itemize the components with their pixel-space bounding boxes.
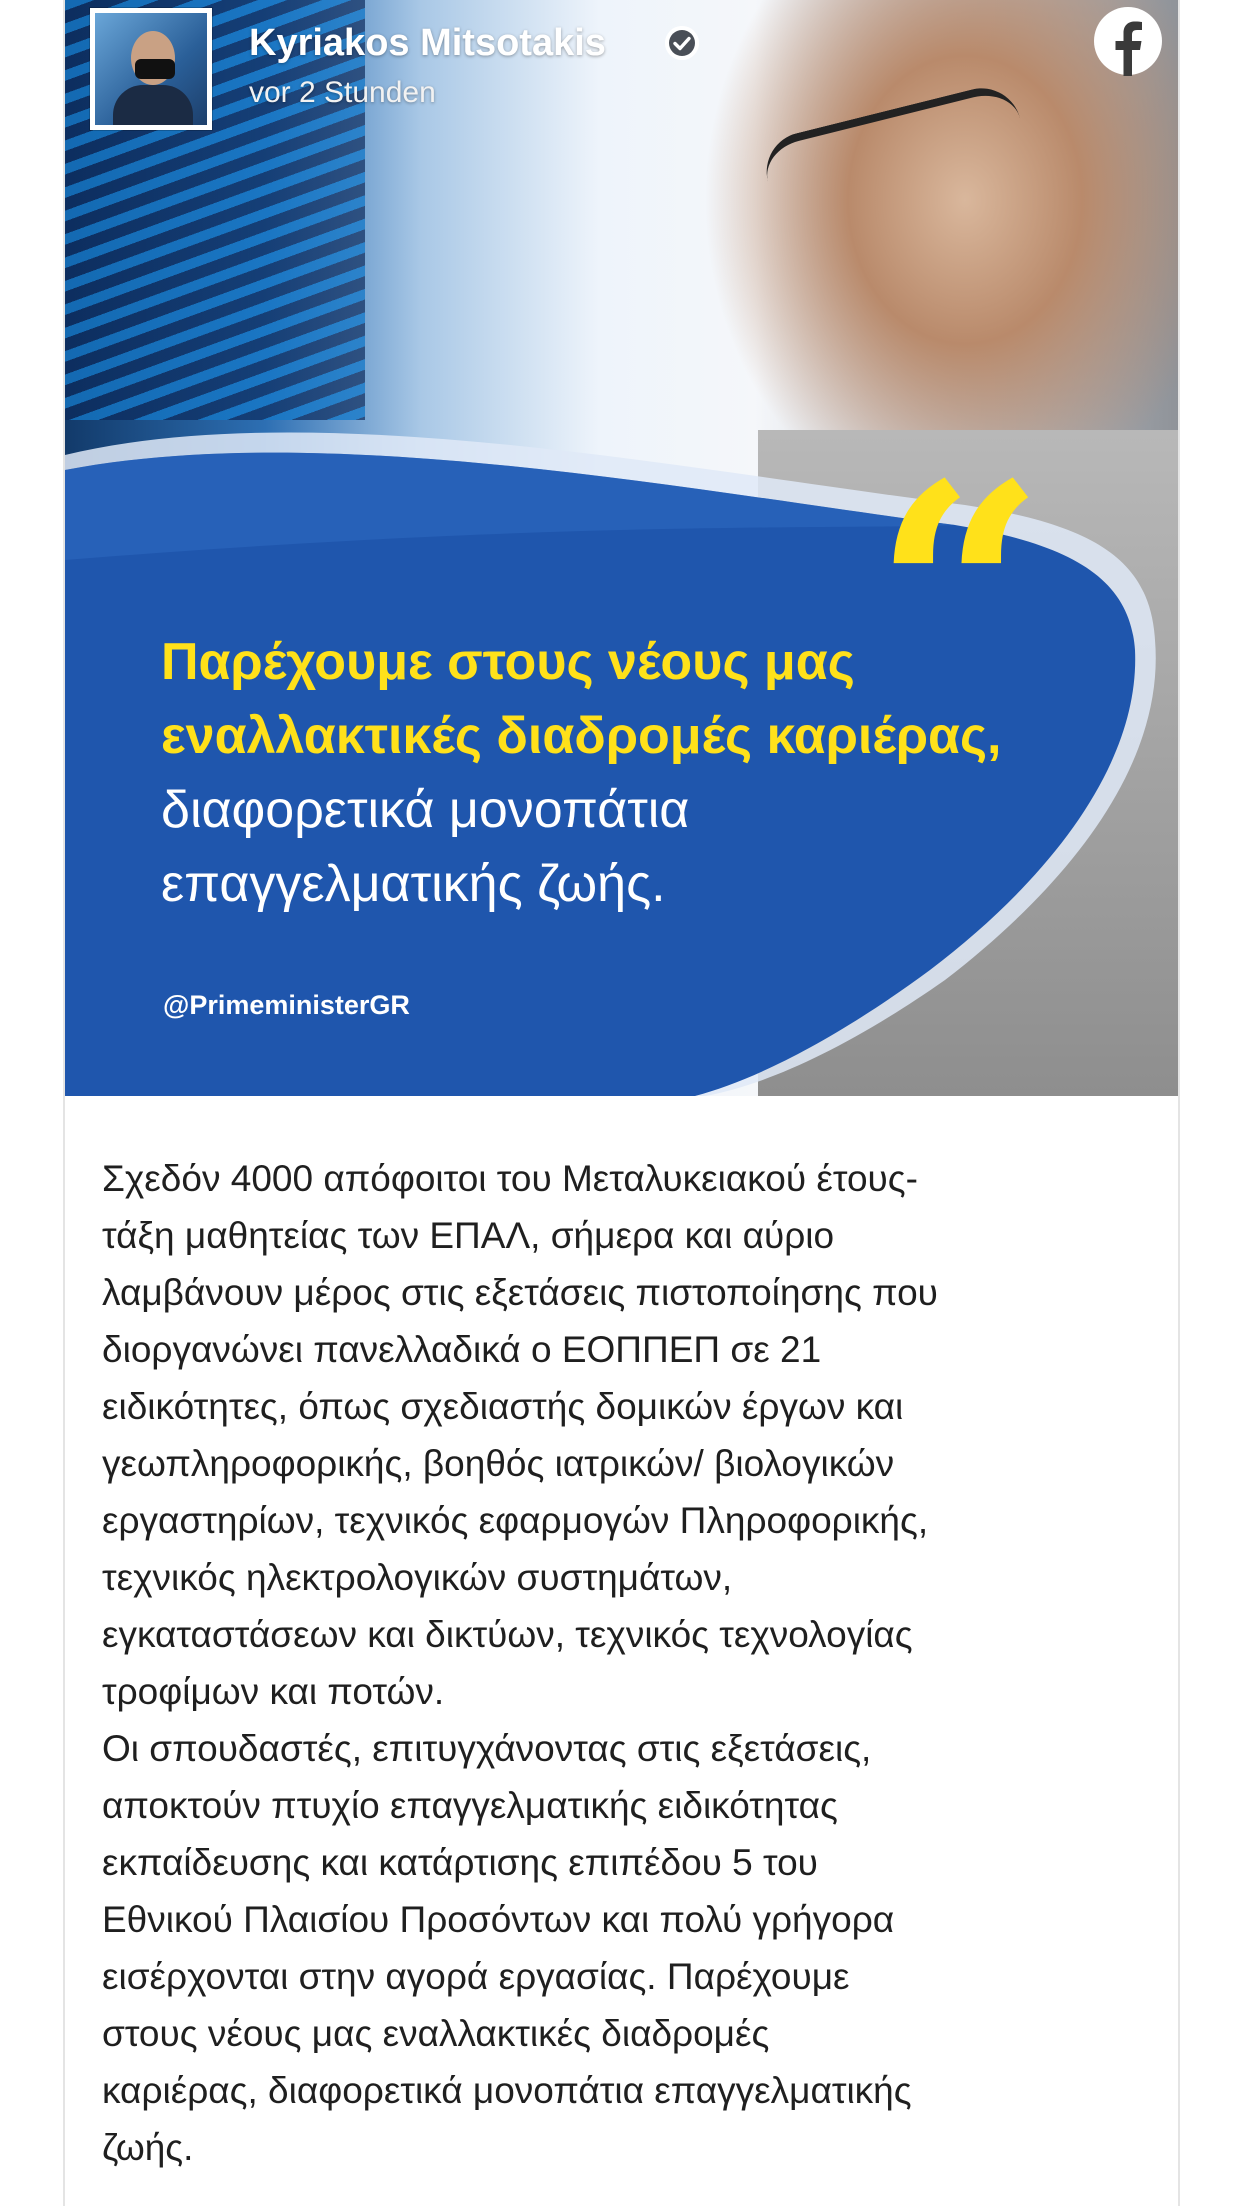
quote-text <box>161 625 1061 921</box>
quote-normal-line: επαγγελματικής ζωής. <box>161 855 666 913</box>
quote-highlight-line: εναλλακτικές διαδρομές καριέρας, <box>161 707 1002 765</box>
verified-check-icon <box>665 26 699 60</box>
post-image[interactable] <box>65 0 1178 1096</box>
facebook-icon[interactable] <box>1093 6 1163 76</box>
image-handle: @PrimeministerGR <box>163 990 410 1020</box>
avatar[interactable] <box>90 8 212 130</box>
post-paragraph: Οι σπουδαστές, επιτυγχάνοντας στις εξετάσεις, αποκτούν πτυχίο επαγγελματικής ειδικότητας εκπαίδευσης και κατάρτισης επιπέδου 5 του Εθνικού Πλαισίου Προσόντων και πολύ γρήγορα εισέρχονται στην αγορά εργασίας. Παρέχουμε στους νέους μας εναλλακτικές διαδρομές καριέρας, διαφορετικά μονοπάτια επαγγελματικής ζωής. <box>102 1728 912 2168</box>
post-timestamp[interactable]: vor 2 Stunden <box>249 76 436 109</box>
avatar-body-shape <box>113 85 193 125</box>
post-paragraph: Σχεδόν 4000 απόφοιτοι του Μεταλυκειακού έτους- τάξη μαθητείας των ΕΠΑΛ, σήμερα και αύριο λαμβάνουν μέρος στις εξετάσεις πιστοποίησης που διοργανώνει πανελλαδικά ο ΕΟΠΠΕΠ σε 21 ειδικότητες, όπως σχεδιαστής δομικών έργων και γεωπληροφορικής, βοηθός ιατρικών/ βιολογικών εργαστηρίων, τεχνικός εφαρμογών Πληροφορικής, τεχνικός ηλεκτρολογικών συστημάτων, εγκαταστάσεων και δικτύων, τεχνικός τεχνολογίας τροφίμων και ποτών. <box>102 1158 938 1712</box>
avatar-mask-shape <box>135 59 175 79</box>
post-card <box>63 0 1180 2206</box>
quote-banner <box>65 0 1178 1096</box>
quote-highlight-line: Παρέχουμε στους νέους μας <box>161 633 855 691</box>
post-body <box>102 1150 1152 2176</box>
quote-normal-line: διαφορετικά μονοπάτια <box>161 781 690 839</box>
author-name[interactable]: Kyriakos Mitsotakis <box>249 22 606 64</box>
quote-mark-icon: “ <box>873 418 1046 771</box>
